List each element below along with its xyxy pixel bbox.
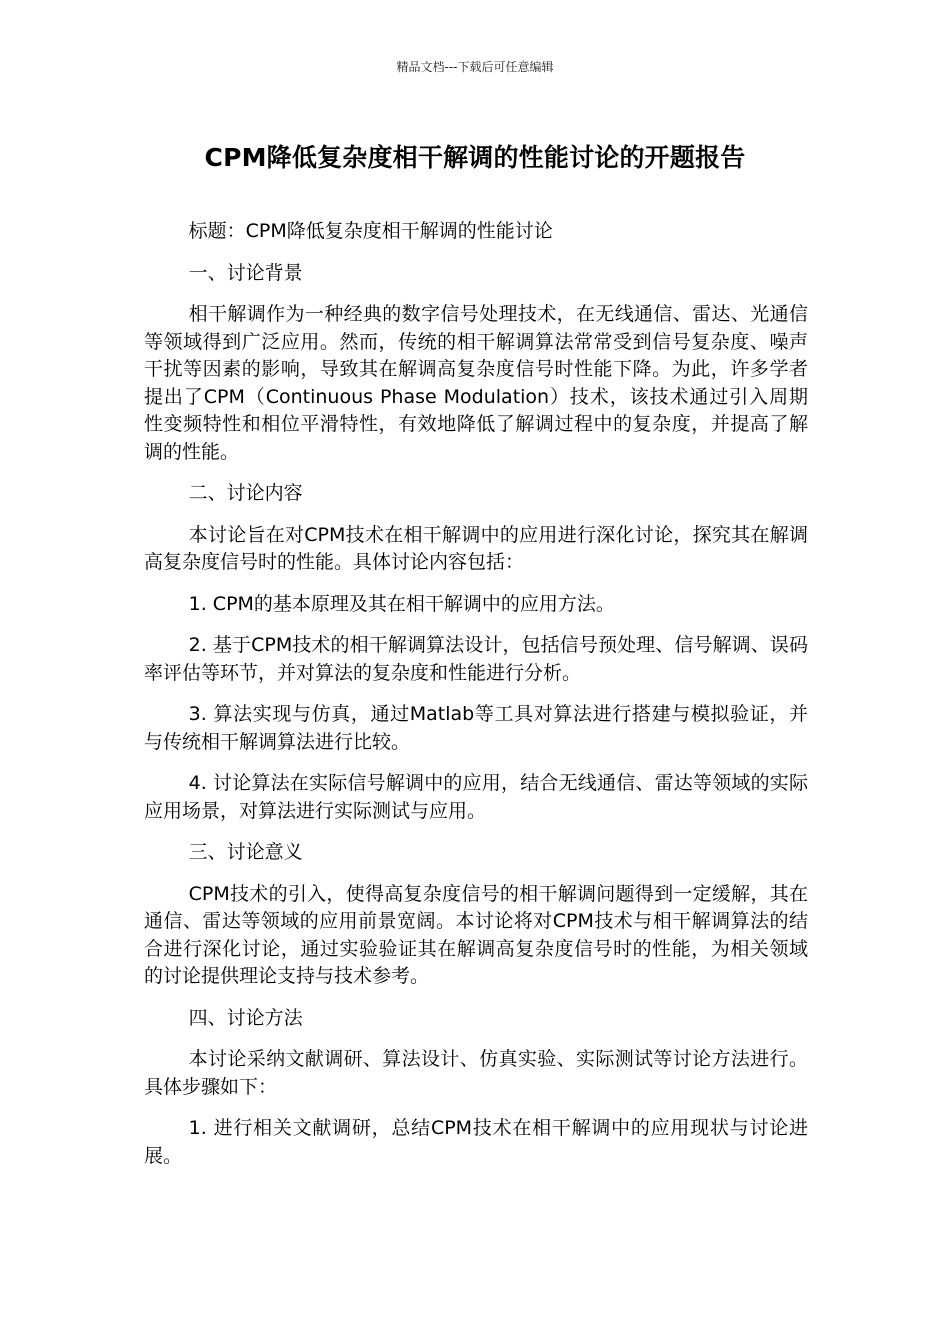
content-list-item: 4. 讨论算法在实际信号解调中的应用，结合无线通信、雷达等领域的实际应用场景，对算法进行实际测试与应用。 — [144, 772, 808, 822]
document-body — [144, 218, 808, 1184]
background-paragraph: 相干解调作为一种经典的数字信号处理技术，在无线通信、雷达、光通信等领域得到广泛应用。然而，传统的相干解调算法常常受到信号复杂度、噪声干扰等因素的影响，导致其在解调高复杂度信号时性能下降。为此，许多学者提出了CPM（Continuous Phase Modulation）技术，该技术通过引入周期性变频特性和相位平滑特性，有效地降低了解调过程中的复杂度，并提高了解调的性能。 — [144, 303, 808, 463]
methods-intro-paragraph: 本讨论采纳文献调研、算法设计、仿真实验、实际测试等讨论方法进行。具体步骤如下： — [144, 1048, 808, 1098]
section-heading-background: 一、讨论背景 — [188, 261, 303, 284]
page-header-note: 精品文档---下载后可任意编辑 — [396, 60, 554, 74]
content-list-item: 3. 算法实现与仿真，通过Matlab等工具对算法进行搭建与模拟验证，并与传统相干解调算法进行比较。 — [144, 703, 808, 753]
significance-paragraph: CPM技术的引入，使得高复杂度信号的相干解调问题得到一定缓解，其在通信、雷达等领域的应用前景宽阔。本讨论将对CPM技术与相干解调算法的结合进行深化讨论，通过实验验证其在解调高复杂度信号时的性能，为相关领域的讨论提供理论支持与技术参考。 — [144, 882, 808, 987]
content-intro-paragraph: 本讨论旨在对CPM技术在相干解调中的应用进行深化讨论，探究其在解调高复杂度信号时的性能。具体讨论内容包括： — [144, 523, 808, 573]
content-list-item: 2. 基于CPM技术的相干解调算法设计，包括信号预处理、信号解调、误码率评估等环节，并对算法的复杂度和性能进行分析。 — [144, 634, 808, 684]
section-heading-content: 二、讨论内容 — [188, 482, 303, 504]
subject-line: 标题：CPM降低复杂度相干解调的性能讨论 — [188, 220, 553, 242]
methods-list-item: 1. 进行相关文献调研，总结CPM技术在相干解调中的应用现状与讨论进展。 — [144, 1117, 808, 1167]
section-heading-significance: 三、讨论意义 — [188, 841, 303, 863]
content-list-item: 1. CPM的基本原理及其在相干解调中的应用方法。 — [188, 592, 615, 615]
section-heading-methods: 四、讨论方法 — [188, 1006, 303, 1029]
document-title: CPM降低复杂度相干解调的性能讨论的开题报告 — [204, 143, 746, 172]
